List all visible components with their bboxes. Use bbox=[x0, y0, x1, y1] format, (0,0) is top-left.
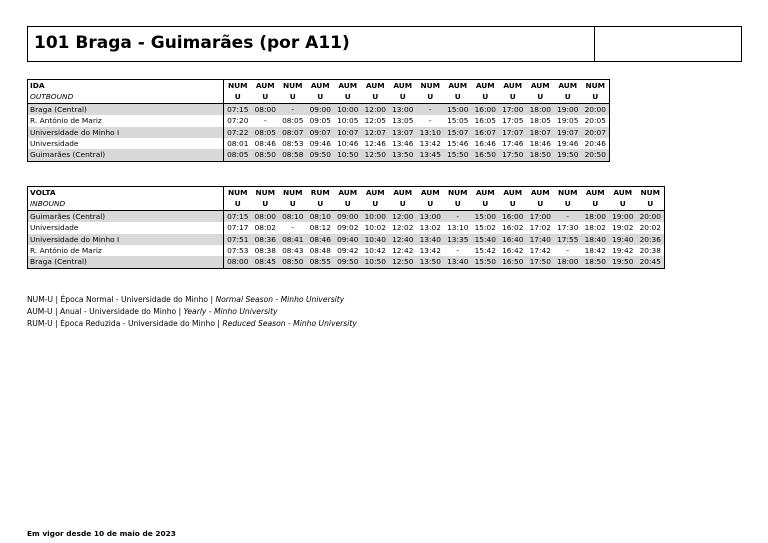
service-code: U bbox=[582, 91, 610, 103]
service-type: AUM bbox=[503, 188, 523, 197]
departure-time: 12:02 bbox=[392, 223, 414, 233]
departure-time: 10:40 bbox=[362, 234, 390, 245]
departure-time: 08:48 bbox=[309, 246, 331, 256]
departure-time: 20:00 bbox=[582, 103, 610, 115]
departure-time: 19:50 bbox=[554, 149, 582, 161]
effective-date: Em vigor desde 10 de maio de 2023 bbox=[27, 529, 176, 538]
departure-time: 19:07 bbox=[554, 127, 582, 138]
departure-time: 13:42 bbox=[419, 246, 441, 256]
departure-time: 18:42 bbox=[584, 246, 606, 256]
departure-time: 15:00 bbox=[472, 210, 500, 222]
departure-time: - bbox=[279, 103, 307, 115]
stop-name: Universidade bbox=[28, 222, 224, 233]
departure-time: 08:46 bbox=[254, 139, 276, 149]
service-type: NUM bbox=[282, 188, 303, 197]
service-code: U bbox=[609, 198, 637, 210]
departure-time: 18:02 bbox=[584, 223, 606, 233]
departure-time: 08:10 bbox=[279, 210, 307, 222]
legend bbox=[27, 294, 357, 330]
departure-time: 20:38 bbox=[639, 246, 661, 256]
departure-time: 08:12 bbox=[309, 223, 331, 233]
departure-time: 15:42 bbox=[474, 246, 496, 256]
departure-time: 13:45 bbox=[417, 149, 445, 161]
departure-time: 13:42 bbox=[419, 139, 441, 149]
stop-row bbox=[28, 115, 610, 126]
departure-time: 10:05 bbox=[337, 116, 359, 126]
stop-row bbox=[28, 234, 665, 245]
departure-time: 13:50 bbox=[417, 256, 445, 268]
departure-time: 08:53 bbox=[282, 139, 304, 149]
departure-time: 16:05 bbox=[474, 116, 496, 126]
service-code: U bbox=[472, 91, 500, 103]
departure-time: 18:50 bbox=[527, 149, 555, 161]
stop-row bbox=[28, 222, 665, 233]
stop-row bbox=[28, 138, 610, 149]
service-type: NUM bbox=[255, 188, 276, 197]
departure-time: 13:35 bbox=[444, 234, 472, 245]
departure-time: 12:42 bbox=[392, 246, 414, 256]
departure-time: 17:05 bbox=[502, 116, 524, 126]
service-type: NUM bbox=[557, 188, 578, 197]
departure-time: 16:40 bbox=[499, 234, 527, 245]
service-code: U bbox=[389, 91, 417, 103]
legend-line bbox=[27, 318, 357, 330]
departure-time: 12:46 bbox=[364, 139, 386, 149]
departure-time: 20:02 bbox=[639, 223, 661, 233]
service-code: U bbox=[389, 198, 417, 210]
departure-time: 10:02 bbox=[364, 223, 386, 233]
departure-time: 16:50 bbox=[472, 149, 500, 161]
service-code: U bbox=[279, 91, 307, 103]
departure-time: 08:00 bbox=[224, 256, 252, 268]
departure-time: 08:46 bbox=[307, 234, 335, 245]
departure-time: 20:45 bbox=[637, 256, 665, 268]
departure-time: 13:00 bbox=[389, 103, 417, 115]
departure-time: 09:42 bbox=[337, 246, 359, 256]
service-type-row bbox=[28, 187, 665, 199]
service-code-row bbox=[28, 198, 665, 210]
stop-row bbox=[28, 210, 665, 222]
departure-time: 07:22 bbox=[224, 127, 252, 138]
departure-time: 16:02 bbox=[502, 223, 524, 233]
service-type: NUM bbox=[282, 81, 303, 90]
departure-time: 10:46 bbox=[337, 139, 359, 149]
departure-time: 13:00 bbox=[417, 210, 445, 222]
departure-time: 08:38 bbox=[254, 246, 276, 256]
service-code-row bbox=[28, 91, 610, 103]
departure-time: 15:05 bbox=[447, 116, 469, 126]
service-code: U bbox=[307, 91, 335, 103]
departure-time: 16:50 bbox=[499, 256, 527, 268]
service-type: AUM bbox=[448, 81, 468, 90]
legend-text: NUM-U | Época Normal - Universidade do Minho | bbox=[27, 295, 216, 304]
departure-time: - bbox=[554, 210, 582, 222]
service-type: AUM bbox=[530, 81, 550, 90]
departure-time: - bbox=[417, 103, 445, 115]
service-code: U bbox=[499, 91, 527, 103]
departure-time: 19:42 bbox=[612, 246, 634, 256]
departure-time: 08:07 bbox=[279, 127, 307, 138]
stop-name: Universidade bbox=[28, 138, 224, 149]
departure-time: 12:05 bbox=[364, 116, 386, 126]
stop-name: Universidade do Minho I bbox=[28, 234, 224, 245]
service-code: U bbox=[252, 198, 280, 210]
departure-time: 13:10 bbox=[417, 127, 445, 138]
departure-time: 19:40 bbox=[609, 234, 637, 245]
service-type: AUM bbox=[530, 188, 550, 197]
departure-time: 07:53 bbox=[227, 246, 249, 256]
outbound-timetable bbox=[27, 79, 610, 162]
departure-time: - bbox=[456, 246, 460, 256]
service-code: U bbox=[224, 91, 252, 103]
stop-row bbox=[28, 127, 610, 138]
departure-time: 08:05 bbox=[224, 149, 252, 161]
departure-time: 08:41 bbox=[279, 234, 307, 245]
direction-label: IDA bbox=[28, 80, 224, 92]
stop-row bbox=[28, 245, 665, 256]
departure-time: 13:10 bbox=[447, 223, 469, 233]
departure-time: 15:00 bbox=[444, 103, 472, 115]
departure-time: 10:42 bbox=[364, 246, 386, 256]
service-type: AUM bbox=[585, 188, 605, 197]
departure-time: 18:05 bbox=[529, 116, 551, 126]
stop-name: Guimarães (Central) bbox=[28, 149, 224, 161]
departure-time: 09:07 bbox=[307, 127, 335, 138]
service-type: AUM bbox=[503, 81, 523, 90]
departure-time: 09:50 bbox=[334, 256, 362, 268]
departure-time: 08:02 bbox=[254, 223, 276, 233]
departure-time: 08:36 bbox=[252, 234, 280, 245]
departure-time: 12:40 bbox=[389, 234, 417, 245]
service-code: U bbox=[362, 198, 390, 210]
departure-time: 16:07 bbox=[472, 127, 500, 138]
legend-line bbox=[27, 294, 357, 306]
service-code: U bbox=[444, 198, 472, 210]
inbound-timetable bbox=[27, 186, 665, 269]
direction-label: VOLTA bbox=[28, 187, 224, 199]
stop-name: Guimarães (Central) bbox=[28, 210, 224, 222]
departure-time: 13:50 bbox=[389, 149, 417, 161]
departure-time: 13:40 bbox=[417, 234, 445, 245]
departure-time: 15:02 bbox=[474, 223, 496, 233]
departure-time: 15:40 bbox=[472, 234, 500, 245]
departure-time: 08:00 bbox=[252, 210, 280, 222]
departure-time: 08:05 bbox=[282, 116, 304, 126]
departure-time: 12:50 bbox=[362, 149, 390, 161]
departure-time: 12:00 bbox=[362, 103, 390, 115]
service-code: U bbox=[472, 198, 500, 210]
page-title: 101 Braga - Guimarães (por A11) bbox=[28, 27, 595, 61]
service-code: U bbox=[279, 198, 307, 210]
service-type: AUM bbox=[393, 81, 413, 90]
departure-time: 20:07 bbox=[582, 127, 610, 138]
departure-time: 10:07 bbox=[334, 127, 362, 138]
departure-time: 17:46 bbox=[502, 139, 524, 149]
departure-time: 10:50 bbox=[334, 149, 362, 161]
departure-time: 20:50 bbox=[582, 149, 610, 161]
departure-time: 17:50 bbox=[527, 256, 555, 268]
service-type: AUM bbox=[338, 188, 358, 197]
service-type: NUM bbox=[227, 188, 248, 197]
departure-time: 08:58 bbox=[279, 149, 307, 161]
departure-time: 18:00 bbox=[554, 256, 582, 268]
departure-time: - bbox=[263, 116, 267, 126]
departure-time: 10:00 bbox=[334, 103, 362, 115]
departure-time: 19:00 bbox=[554, 103, 582, 115]
departure-time: - bbox=[566, 246, 570, 256]
departure-time: 13:46 bbox=[392, 139, 414, 149]
departure-time: 17:00 bbox=[527, 210, 555, 222]
service-type: RUM bbox=[310, 188, 330, 197]
departure-time: 15:50 bbox=[444, 149, 472, 161]
departure-time: 17:55 bbox=[554, 234, 582, 245]
service-code: U bbox=[499, 198, 527, 210]
departure-time: 19:46 bbox=[557, 139, 579, 149]
departure-time: 12:00 bbox=[389, 210, 417, 222]
service-type: AUM bbox=[310, 81, 330, 90]
departure-time: 09:02 bbox=[337, 223, 359, 233]
departure-time: 16:42 bbox=[502, 246, 524, 256]
departure-time: 15:46 bbox=[447, 139, 469, 149]
legend-translation: Normal Season - Minho University bbox=[215, 295, 345, 304]
departure-time: 09:00 bbox=[307, 103, 335, 115]
departure-time: 20:36 bbox=[637, 234, 665, 245]
departure-time: 18:46 bbox=[529, 139, 551, 149]
departure-time: 08:01 bbox=[227, 139, 249, 149]
service-type: NUM bbox=[640, 188, 661, 197]
title-side-cell bbox=[595, 27, 741, 61]
departure-time: 12:50 bbox=[389, 256, 417, 268]
departure-time: 07:20 bbox=[227, 116, 249, 126]
departure-time: 08:50 bbox=[252, 149, 280, 161]
departure-time: 17:02 bbox=[529, 223, 551, 233]
departure-time: 20:46 bbox=[584, 139, 606, 149]
departure-time: 12:07 bbox=[362, 127, 390, 138]
stop-row bbox=[28, 103, 610, 115]
stop-name: Braga (Central) bbox=[28, 256, 224, 268]
legend-text: AUM-U | Anual - Universidade do Minho | bbox=[27, 307, 184, 316]
service-type: AUM bbox=[475, 81, 495, 90]
departure-time: 07:51 bbox=[224, 234, 252, 245]
departure-time: 16:46 bbox=[474, 139, 496, 149]
service-type: AUM bbox=[365, 188, 385, 197]
departure-time: 17:40 bbox=[527, 234, 555, 245]
departure-time: 18:00 bbox=[582, 210, 610, 222]
departure-time: 19:02 bbox=[612, 223, 634, 233]
service-type: NUM bbox=[585, 81, 606, 90]
departure-time: 17:50 bbox=[499, 149, 527, 161]
departure-time: 09:05 bbox=[309, 116, 331, 126]
service-code: U bbox=[527, 91, 555, 103]
service-type-row bbox=[28, 80, 610, 92]
departure-time: 08:10 bbox=[307, 210, 335, 222]
departure-time: 07:17 bbox=[227, 223, 249, 233]
service-code: U bbox=[417, 198, 445, 210]
departure-time: 09:00 bbox=[334, 210, 362, 222]
departure-time: 09:40 bbox=[334, 234, 362, 245]
stop-name: R. António de Mariz bbox=[28, 115, 224, 126]
title-box bbox=[27, 26, 742, 62]
departure-time: 16:00 bbox=[472, 103, 500, 115]
service-code: U bbox=[334, 198, 362, 210]
service-code: U bbox=[362, 91, 390, 103]
departure-time: 08:00 bbox=[252, 103, 280, 115]
service-type: NUM bbox=[227, 81, 248, 90]
departure-time: 18:50 bbox=[582, 256, 610, 268]
service-type: AUM bbox=[558, 81, 578, 90]
departure-time: - bbox=[291, 223, 295, 233]
stop-name: Braga (Central) bbox=[28, 103, 224, 115]
departure-time: 13:40 bbox=[444, 256, 472, 268]
service-type: AUM bbox=[393, 188, 413, 197]
direction-sublabel: INBOUND bbox=[28, 198, 224, 210]
departure-time: 09:50 bbox=[307, 149, 335, 161]
service-code: U bbox=[307, 198, 335, 210]
service-type: NUM bbox=[447, 188, 468, 197]
departure-time: 08:05 bbox=[252, 127, 280, 138]
departure-time: 15:07 bbox=[444, 127, 472, 138]
departure-time: - bbox=[444, 210, 472, 222]
departure-time: 17:30 bbox=[557, 223, 579, 233]
departure-time: 13:07 bbox=[389, 127, 417, 138]
stop-name: Universidade do Minho I bbox=[28, 127, 224, 138]
departure-time: 07:15 bbox=[224, 210, 252, 222]
service-code: U bbox=[417, 91, 445, 103]
departure-time: 09:46 bbox=[309, 139, 331, 149]
service-code: U bbox=[554, 91, 582, 103]
departure-time: 18:07 bbox=[527, 127, 555, 138]
departure-time: 18:40 bbox=[582, 234, 610, 245]
direction-sublabel: OUTBOUND bbox=[28, 91, 224, 103]
service-code: U bbox=[554, 198, 582, 210]
departure-time: 13:05 bbox=[392, 116, 414, 126]
departure-time: 19:50 bbox=[609, 256, 637, 268]
departure-time: 17:00 bbox=[499, 103, 527, 115]
departure-time: 19:05 bbox=[557, 116, 579, 126]
departure-time: 10:00 bbox=[362, 210, 390, 222]
departure-time: 10:50 bbox=[362, 256, 390, 268]
departure-time: 20:00 bbox=[637, 210, 665, 222]
service-type: AUM bbox=[338, 81, 358, 90]
departure-time: 13:02 bbox=[419, 223, 441, 233]
service-type: NUM bbox=[420, 81, 441, 90]
departure-time: 08:55 bbox=[307, 256, 335, 268]
service-code: U bbox=[252, 91, 280, 103]
departure-time: 08:43 bbox=[282, 246, 304, 256]
departure-time: 08:50 bbox=[279, 256, 307, 268]
departure-time: 20:05 bbox=[584, 116, 606, 126]
legend-text: RUM-U | Época Reduzida - Universidade do Minho | bbox=[27, 319, 223, 328]
departure-time: 07:15 bbox=[224, 103, 252, 115]
departure-time: 18:00 bbox=[527, 103, 555, 115]
departure-time: 15:50 bbox=[472, 256, 500, 268]
service-code: U bbox=[582, 198, 610, 210]
service-code: U bbox=[224, 198, 252, 210]
legend-line bbox=[27, 306, 357, 318]
service-type: AUM bbox=[613, 188, 633, 197]
stop-name: R. António de Mariz bbox=[28, 245, 224, 256]
legend-translation: Reduced Season - Minho University bbox=[222, 319, 357, 328]
departure-time: 19:00 bbox=[609, 210, 637, 222]
departure-time: 17:42 bbox=[529, 246, 551, 256]
service-code: U bbox=[444, 91, 472, 103]
legend-translation: Yearly - Minho University bbox=[183, 307, 278, 316]
service-type: AUM bbox=[365, 81, 385, 90]
departure-time: - bbox=[428, 116, 432, 126]
service-type: AUM bbox=[420, 188, 440, 197]
service-code: U bbox=[334, 91, 362, 103]
service-code: U bbox=[637, 198, 665, 210]
stop-row bbox=[28, 149, 610, 161]
service-type: AUM bbox=[255, 81, 275, 90]
departure-time: 08:45 bbox=[252, 256, 280, 268]
departure-time: 16:00 bbox=[499, 210, 527, 222]
stop-row bbox=[28, 256, 665, 268]
service-type: AUM bbox=[475, 188, 495, 197]
departure-time: 17:07 bbox=[499, 127, 527, 138]
service-code: U bbox=[527, 198, 555, 210]
